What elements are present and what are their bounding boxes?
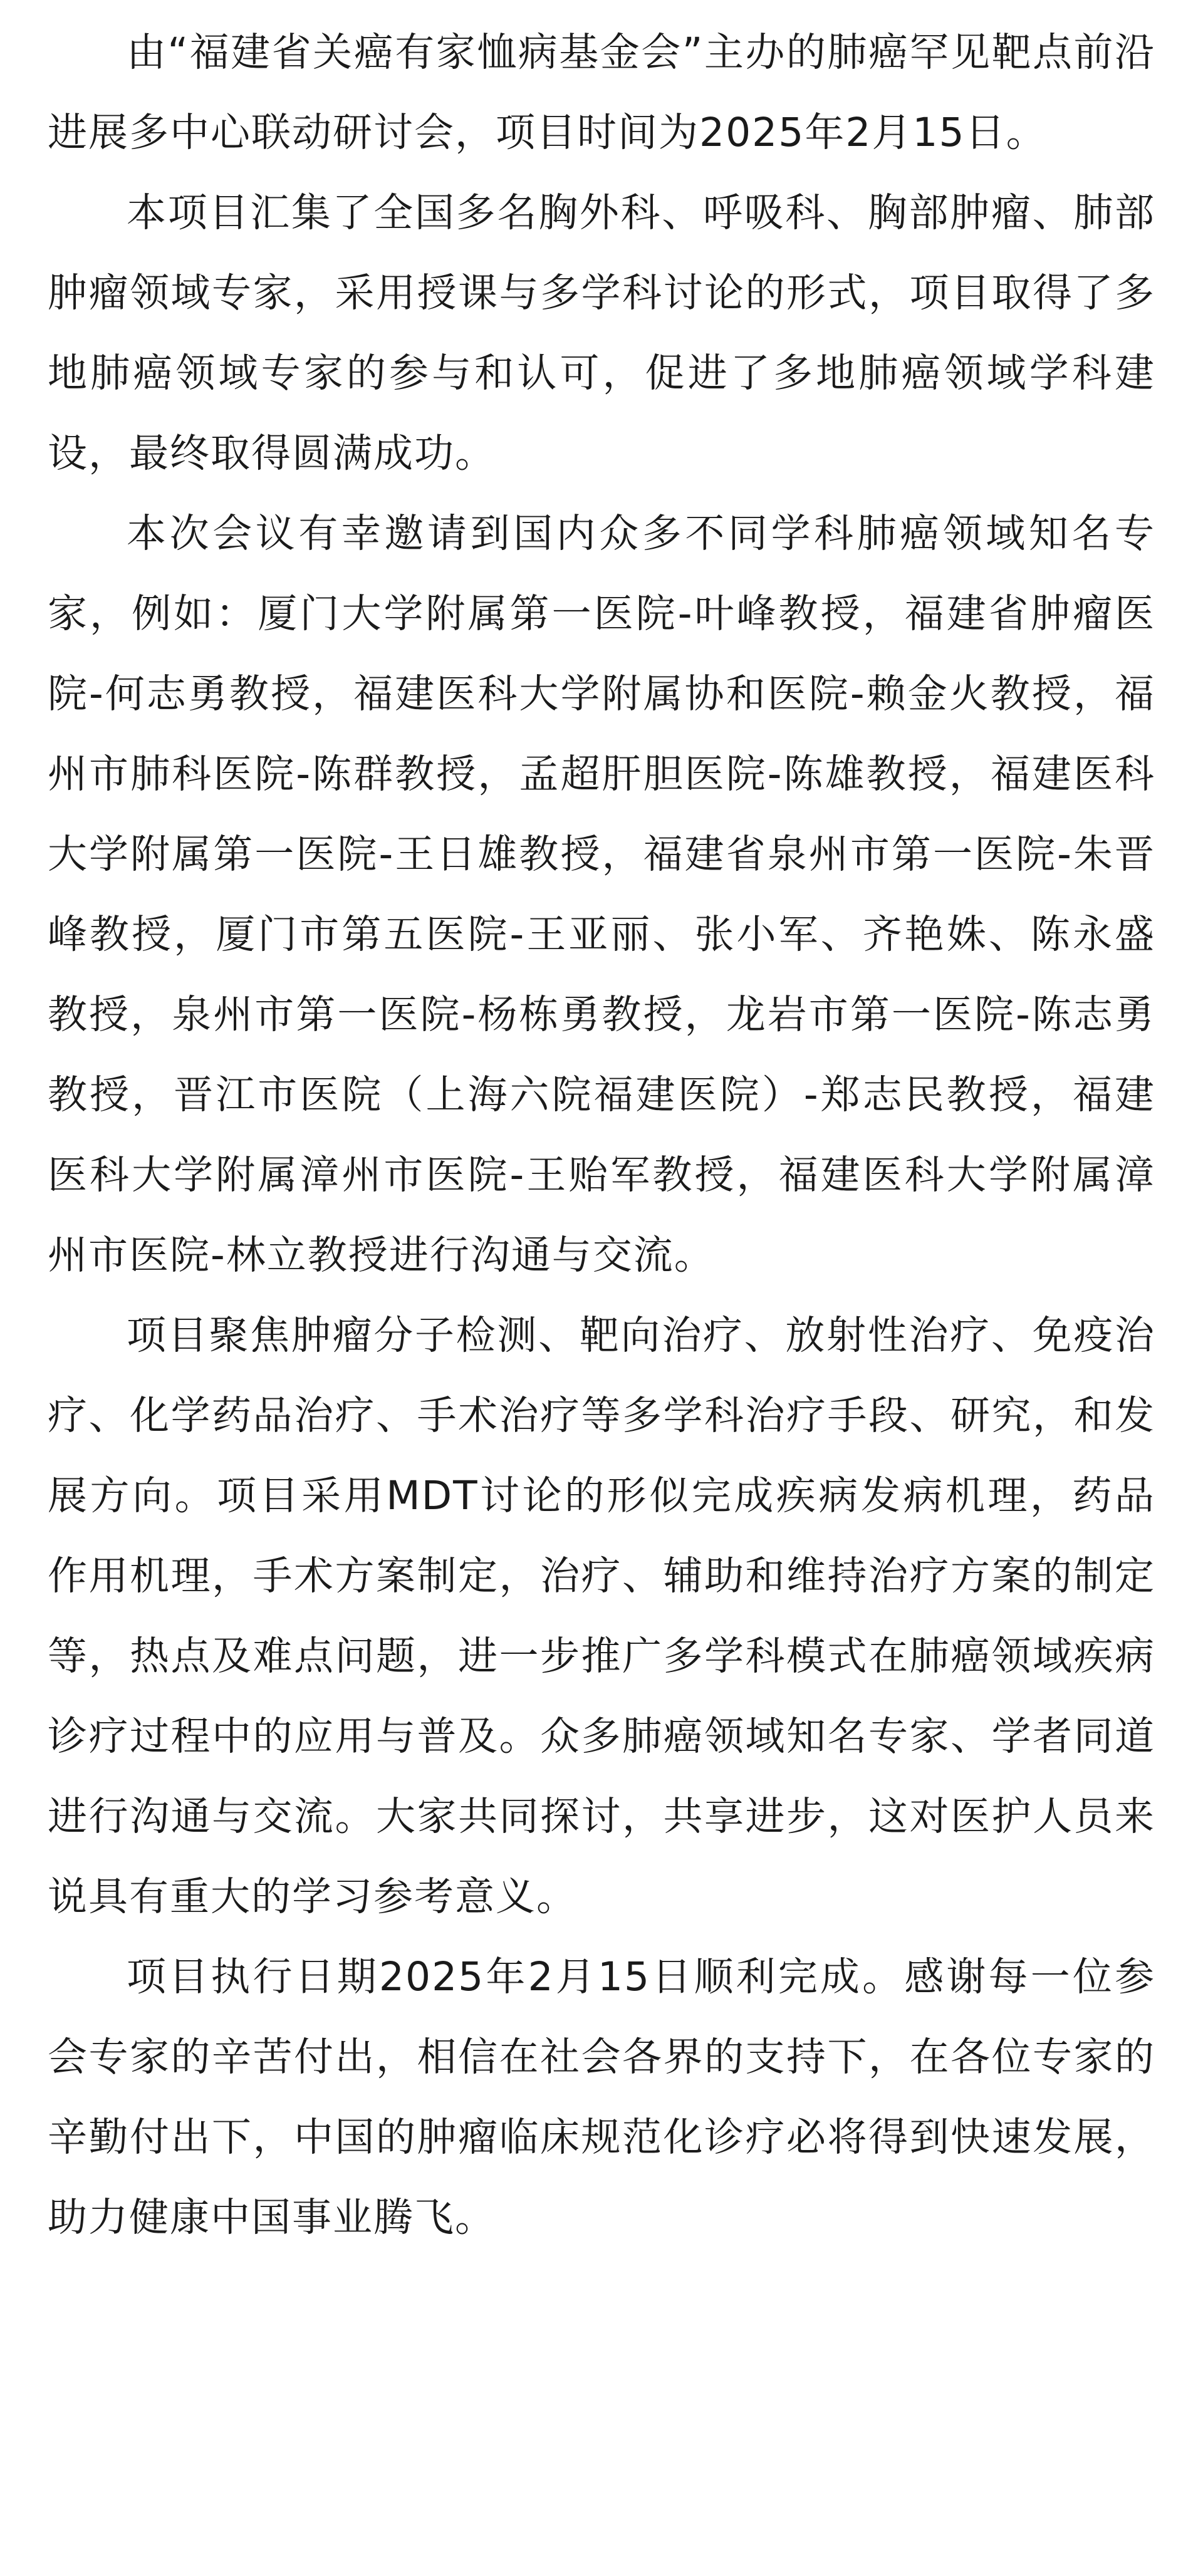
paragraph-experts: 本次会议有幸邀请到国内众多不同学科肺癌领域知名专家，例如：厦门大学附属第一医院-叶峰教授，福建省肿瘤医院-何志勇教授，福建医科大学附属协和医院-赖金火教授，福州市肺科医院-陈群教授，孟超肝胆医院-陈雄教授，福建医科大学附属第一医院-王日雄教授，福建省泉州市第一医院-朱晋峰教授，厦门市第五医院-王亚丽、张小军、齐艳姝、陈永盛教授，泉州市第一医院-杨栋勇教授，龙岩市第一医院-陈志勇教授，晋江市医院（上海六院福建医院）-郑志民教授，福建医科大学附属漳州市医院-王贻军教授，福建医科大学附属漳州市医院-林立教授进行沟通与交流。 <box>48 511 1155 1278</box>
paragraph-focus: 项目聚焦肿瘤分子检测、靶向治疗、放射性治疗、免疫治疗、化学药品治疗、手术治疗等多学科治疗手段、研究，和发展方向。项目采用MDT讨论的形似完成疾病发病机理，药品作用机理，手术方案制定，治疗、辅助和维持治疗方案的制定等，热点及难点问题，进一步推广多学科模式在肺癌领域疾病诊疗过程中的应用与普及。众多肺癌领域知名专家、学者同道进行沟通与交流。大家共同探讨，共享进步，这对医护人员来说具有重大的学习参考意义。 <box>48 1312 1155 1919</box>
article-body <box>48 13 1155 2258</box>
paragraph-summary: 本项目汇集了全国多名胸外科、呼吸科、胸部肿瘤、肺部肿瘤领域专家，采用授课与多学科讨论的形式，项目取得了多地肺癌领域专家的参与和认可，促进了多地肺癌领域学科建设，最终取得圆满成功。 <box>48 190 1155 476</box>
paragraph-intro: 由“福建省关癌有家恤病基金会”主办的肺癌罕见靶点前沿进展多中心联动研讨会，项目时间为2025年2月15日。 <box>48 29 1155 155</box>
paragraph-conclusion: 项目执行日期2025年2月15日顺利完成。感谢每一位参会专家的辛苦付出，相信在社会各界的支持下，在各位专家的辛勤付出下，中国的肿瘤临床规范化诊疗必将得到快速发展，助力健康中国事业腾飞。 <box>48 1954 1155 2240</box>
